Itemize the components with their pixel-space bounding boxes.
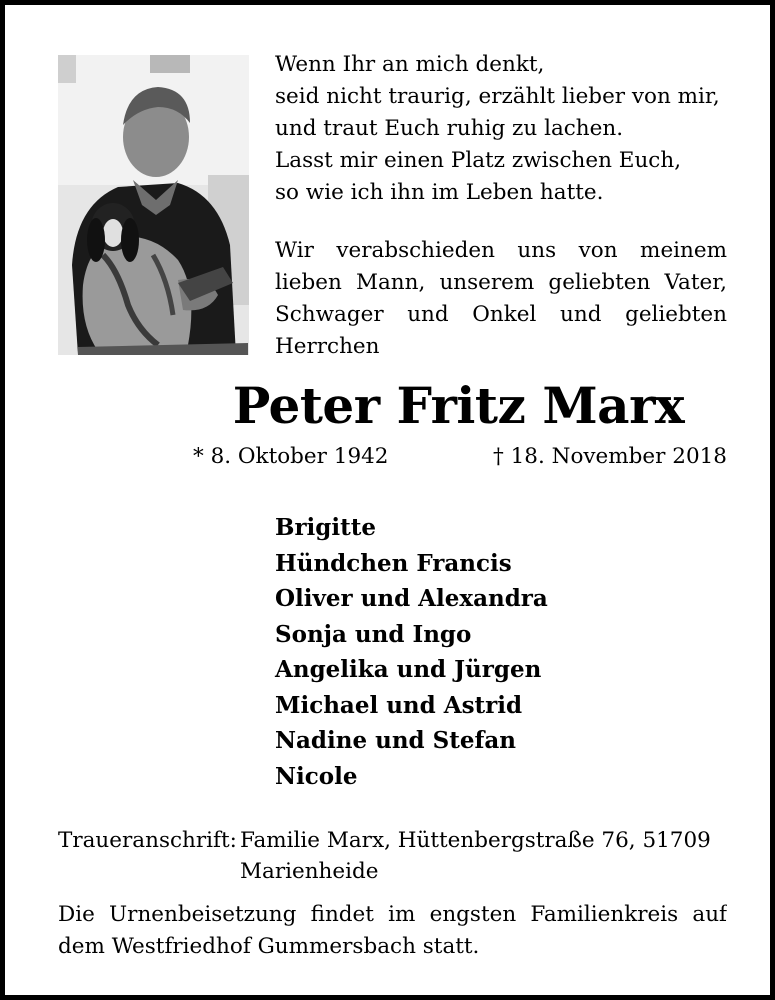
poem-line: so wie ich ihn im Leben hatte. <box>275 180 604 205</box>
mourner-name: Brigitte <box>275 514 376 541</box>
mourner-name: Michael und Astrid <box>275 691 523 719</box>
address-value <box>240 825 720 887</box>
burial-notice <box>58 899 727 963</box>
address-label: Traueranschrift: <box>58 828 237 853</box>
burial-line: Die Urnenbeisetzung findet im engsten Familienkreis auf <box>58 902 727 927</box>
poem-line: und traut Euch ruhig zu lachen. <box>275 116 624 141</box>
burial-line: dem Westfriedhof Gummersbach statt. <box>58 934 480 959</box>
mourner-name: Oliver und Alexandra <box>275 585 548 612</box>
intro-line: Herrchen <box>275 334 380 359</box>
birth-date: * 8. Oktober 1942 <box>193 444 389 469</box>
portrait-photo <box>58 55 249 355</box>
intro-line: Schwager und Onkel und geliebten <box>275 302 727 327</box>
mourner-name: Nicole <box>275 762 358 790</box>
deceased-name: Peter Fritz Marx <box>232 376 685 435</box>
address-line: Marienheide <box>240 859 379 884</box>
address-line: Familie Marx, Hüttenbergstraße 76, 51709 <box>240 828 711 853</box>
intro-line: lieben Mann, unserem geliebten Vater, <box>275 270 727 295</box>
farewell-intro <box>275 235 727 363</box>
poem-line: Lasst mir einen Platz zwischen Euch, <box>275 148 682 173</box>
poem-line: Wenn Ihr an mich denkt, <box>275 52 545 77</box>
mourners-list <box>275 510 548 794</box>
mourner-name: Sonja und Ingo <box>275 620 472 648</box>
poem-line: seid nicht traurig, erzählt lieber von mir, <box>275 84 720 109</box>
intro-line: Wir verabschieden uns von meinem <box>275 238 727 263</box>
mourner-name: Hündchen Francis <box>275 549 512 577</box>
death-date: † 18. November 2018 <box>493 444 727 469</box>
mourner-name: Angelika und Jürgen <box>275 656 542 683</box>
mourner-name: Nadine und Stefan <box>275 727 517 754</box>
poem <box>275 49 730 209</box>
